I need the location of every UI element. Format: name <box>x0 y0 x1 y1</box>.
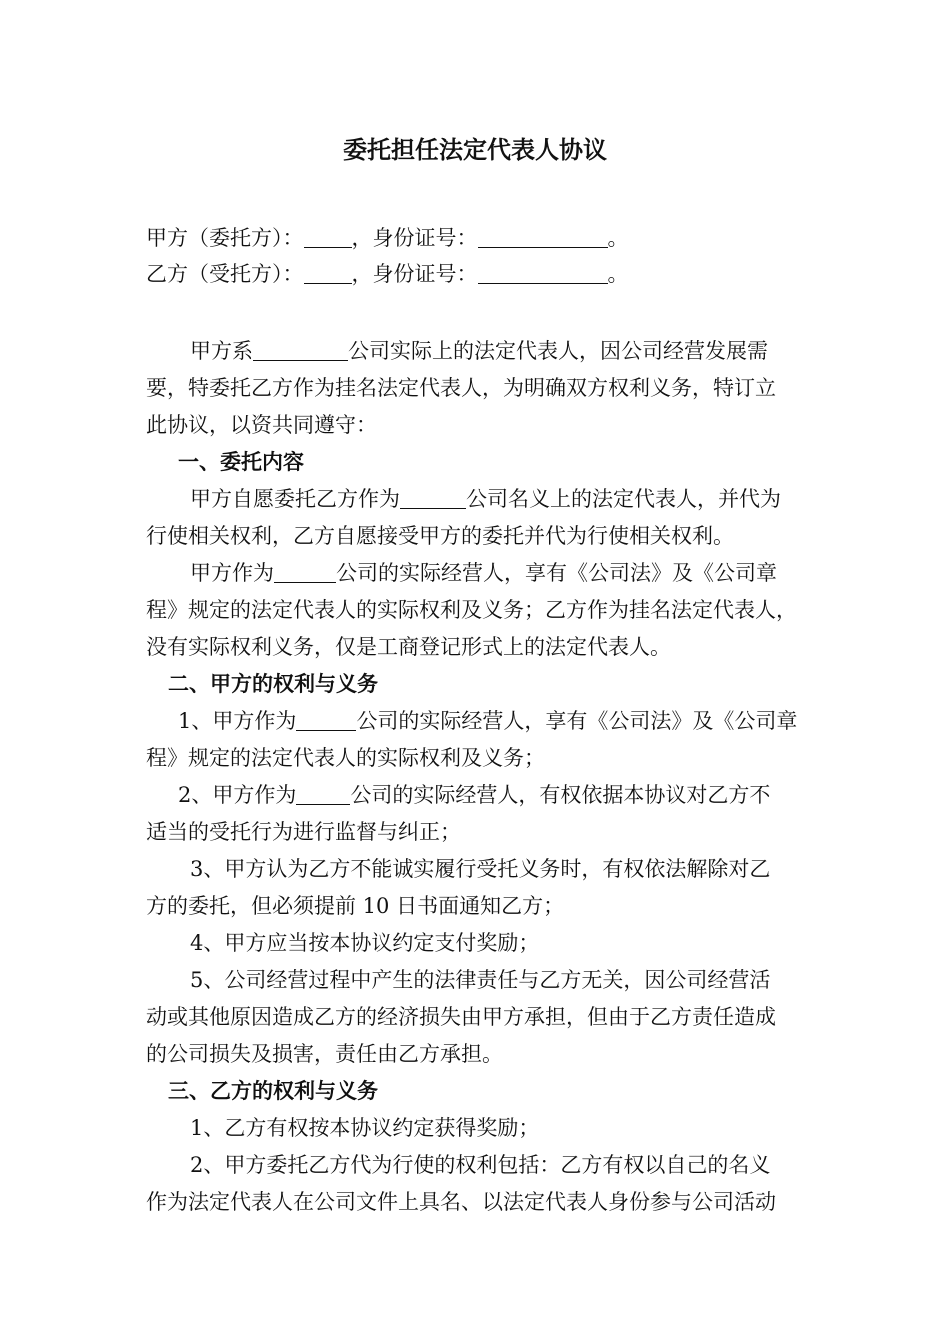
section-2-text: 方的委托，但必须提前 10 日书面通知乙方； <box>146 894 565 918</box>
section-1-text: 没有实际权利义务，仅是工商登记形式上的法定代表人。 <box>146 635 671 659</box>
section-2-text: 程》规定的法定代表人的实际权利及义务； <box>146 746 545 770</box>
section-2-text: 公司的实际经营人，享有《公司法》及《公司章 <box>356 709 798 733</box>
section-3-item: 2、甲方委托乙方代为行使的权利包括：乙方有权以自己的名义 <box>190 1153 771 1177</box>
section-2-item: 3、甲方认为乙方不能诚实履行受托义务时，有权依法解除对乙 <box>190 857 771 881</box>
section-2-heading: 二、甲方的权利与义务 <box>168 671 378 696</box>
section-1-heading: 一、委托内容 <box>178 449 304 474</box>
section-2-item: 5、公司经营过程中产生的法律责任与乙方无关，因公司经营活 <box>190 968 771 992</box>
company-name-blank[interactable] <box>253 339 348 361</box>
section-3-text: 作为法定代表人在公司文件上具名、以法定代表人身份参与公司活动 <box>146 1190 776 1214</box>
section-3-heading: 三、乙方的权利与义务 <box>168 1078 378 1103</box>
company-name-blank[interactable] <box>274 561 336 583</box>
intro-line <box>190 333 768 369</box>
party-b-label: 乙方（受托方）： <box>146 262 304 286</box>
party-b-name-blank[interactable] <box>304 262 352 284</box>
section-2-text: 公司的实际经营人，有权依据本协议对乙方不 <box>350 783 771 807</box>
party-b-line <box>146 256 629 292</box>
company-name-blank[interactable] <box>400 487 466 509</box>
party-a-name-blank[interactable] <box>304 226 352 248</box>
party-a-end: 。 <box>607 226 629 250</box>
section-2-text: 1、甲方作为 <box>178 709 297 733</box>
section-2-text: 动或其他原因造成乙方的经济损失由甲方承担，但由于乙方责任造成 <box>146 1005 776 1029</box>
section-3-item: 1、乙方有权按本协议约定获得奖励； <box>190 1116 540 1140</box>
intro-line: 要，特委托乙方作为挂名法定代表人，为明确双方权利义务，特订立 <box>146 376 776 400</box>
company-name-blank[interactable] <box>296 783 350 805</box>
section-2-text: 适当的受托行为进行监督与纠正； <box>146 820 461 844</box>
party-b-id-blank[interactable] <box>478 262 608 284</box>
section-1-text: 程》规定的法定代表人的实际权利及义务；乙方作为挂名法定代表人， <box>146 598 797 622</box>
party-a-line <box>146 220 629 256</box>
section-2-item: 4、甲方应当按本协议约定支付奖励； <box>190 931 540 955</box>
intro-text: 甲方系 <box>190 339 253 363</box>
section-2-item <box>178 703 797 739</box>
section-1-text: 行使相关权利，乙方自愿接受甲方的委托并代为行使相关权利。 <box>146 524 734 548</box>
section-2-text: 2、甲方作为 <box>178 783 297 807</box>
section-1-text: 甲方自愿委托乙方作为 <box>190 487 400 511</box>
party-b-end: 。 <box>607 262 629 286</box>
party-b-id-label: ，身份证号： <box>351 262 478 286</box>
party-a-label: 甲方（委托方）： <box>146 226 304 250</box>
section-2-text: 的公司损失及损害，责任由乙方承担。 <box>146 1042 503 1066</box>
party-a-id-blank[interactable] <box>478 226 608 248</box>
section-1-text <box>190 555 777 591</box>
section-1-text: 公司的实际经营人，享有《公司法》及《公司章 <box>336 561 777 585</box>
section-2-item <box>178 777 770 813</box>
intro-line: 此协议，以资共同遵守： <box>146 413 377 437</box>
party-a-id-label: ，身份证号： <box>351 226 478 250</box>
section-1-text: 甲方作为 <box>190 561 274 585</box>
section-1-text: 公司名义上的法定代表人，并代为 <box>466 487 781 511</box>
section-1-text <box>190 481 781 517</box>
intro-text: 公司实际上的法定代表人，因公司经营发展需 <box>348 339 768 363</box>
company-name-blank[interactable] <box>296 709 356 731</box>
document-title: 委托担任法定代表人协议 <box>343 135 607 164</box>
